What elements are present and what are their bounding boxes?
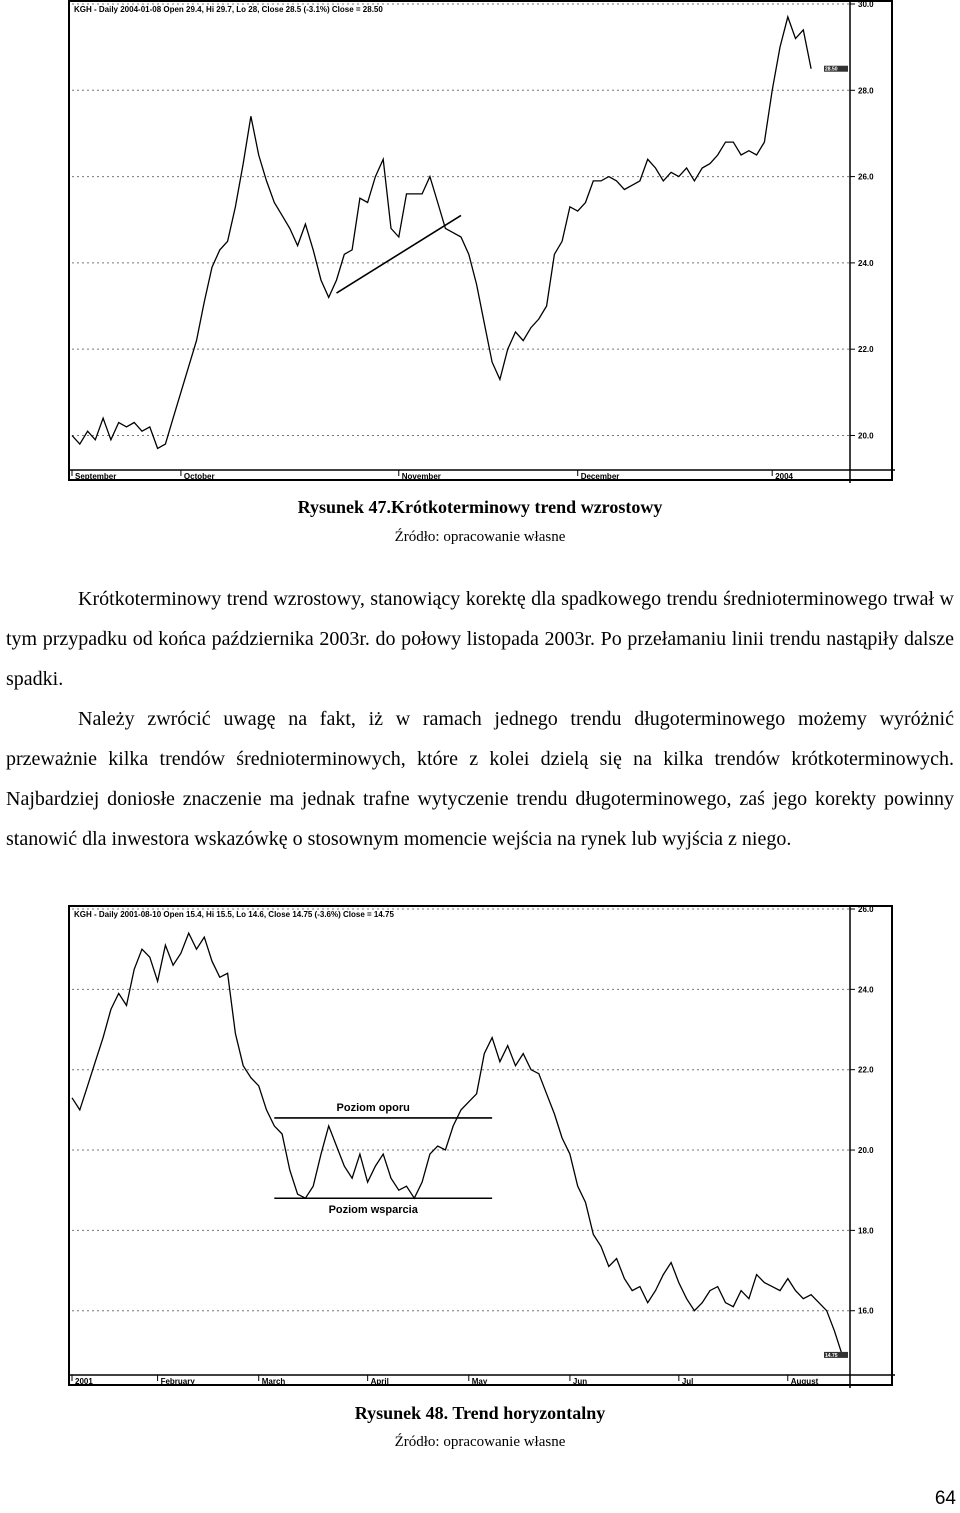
page-number: 64	[934, 1488, 956, 1509]
fig2-resistance-label: Poziom oporu	[336, 1101, 410, 1114]
fig1-y-tick-label: 22.0	[858, 345, 874, 355]
fig2-x-tick-label: Jun	[572, 1377, 588, 1386]
fig2-x-tick-label: Jul	[681, 1377, 694, 1386]
fig1-x-tick-label: September	[75, 472, 117, 481]
fig2-support-label: Poziom wsparcia	[328, 1204, 418, 1217]
figure-48-caption: Rysunek 48. Trend horyzontalny	[354, 1403, 606, 1423]
fig1-x-tick-label: December	[580, 472, 620, 481]
fig2-x-tick-label: April	[370, 1377, 389, 1386]
chart-48-svg	[70, 907, 895, 1388]
fig2-last-price-label: 14.75	[825, 1352, 838, 1359]
fig2-y-tick-label: 16.0	[858, 1306, 874, 1316]
fig1-x-tick-label: 2004	[775, 472, 793, 481]
fig2-y-tick-label: 26.0	[858, 907, 874, 914]
chart-figure-47	[68, 0, 893, 481]
fig1-y-tick-label: 30.0	[858, 2, 874, 9]
fig2-x-tick-label: 2001	[75, 1377, 93, 1386]
fig2-x-tick-label: March	[261, 1377, 286, 1386]
paragraph-2: Należy zwrócić uwagę na fakt, iż w ramach jednego trendu długoterminowego możemy wyróżnić przeważnie kilka trendów średnioterminowych, które z kolei dzielą się na kilka trendów krótkoterminowych. Najbardziej doniosłe znaczenie ma jednak trafne wytyczenie trendu długoterminowego, zaś jego korekty powinny stanowić dla inwestora wskazówkę o stosownym momencie wejścia na rynek lub wyjścia z niego.	[6, 708, 954, 850]
figure-48-source: Źródło: opracowanie własne	[394, 1434, 566, 1450]
fig2-x-tick-label: August	[790, 1377, 819, 1386]
fig1-last-price-label: 28.50	[825, 66, 838, 73]
fig1-price-line	[72, 17, 811, 449]
chart-figure-48	[68, 905, 893, 1386]
fig1-y-tick-label: 20.0	[858, 431, 874, 441]
fig1-x-tick-label: October	[183, 472, 215, 481]
fig2-title: KGH - Daily 2001-08-10 Open 15.4, Hi 15.5, Lo 14.6, Close 14.75 (-3.6%) Close = 14.75	[74, 910, 394, 919]
fig1-title: KGH - Daily 2004-01-08 Open 29.4, Hi 29.7, Lo 28, Close 28.5 (-3.1%) Close = 28.50	[74, 5, 383, 14]
fig2-y-tick-label: 18.0	[858, 1226, 874, 1236]
paragraph-1: Krótkoterminowy trend wzrostowy, stanowiący korektę dla spadkowego trendu średnioterminowego trwał w tym przypadku od końca października 2003r. do połowy listopada 2003r. Po przełamaniu linii trendu nastąpiły dalsze spadki.	[6, 588, 954, 690]
fig1-y-tick-label: 24.0	[858, 258, 874, 268]
fig2-price-line	[72, 933, 842, 1355]
fig2-y-tick-label: 22.0	[858, 1065, 874, 1075]
fig2-y-tick-label: 20.0	[858, 1146, 874, 1156]
fig1-x-tick-label: November	[401, 472, 441, 481]
fig2-x-tick-label: May	[471, 1377, 488, 1386]
chart-47-svg	[70, 2, 895, 483]
fig1-y-tick-label: 28.0	[858, 86, 874, 96]
fig2-y-tick-label: 24.0	[858, 985, 874, 995]
figure-47-source: Źródło: opracowanie własne	[394, 529, 566, 545]
fig2-x-tick-label: February	[160, 1377, 195, 1386]
figure-47-caption: Rysunek 47.Krótkoterminowy trend wzrostowy	[297, 497, 663, 517]
fig1-y-tick-label: 26.0	[858, 172, 874, 182]
